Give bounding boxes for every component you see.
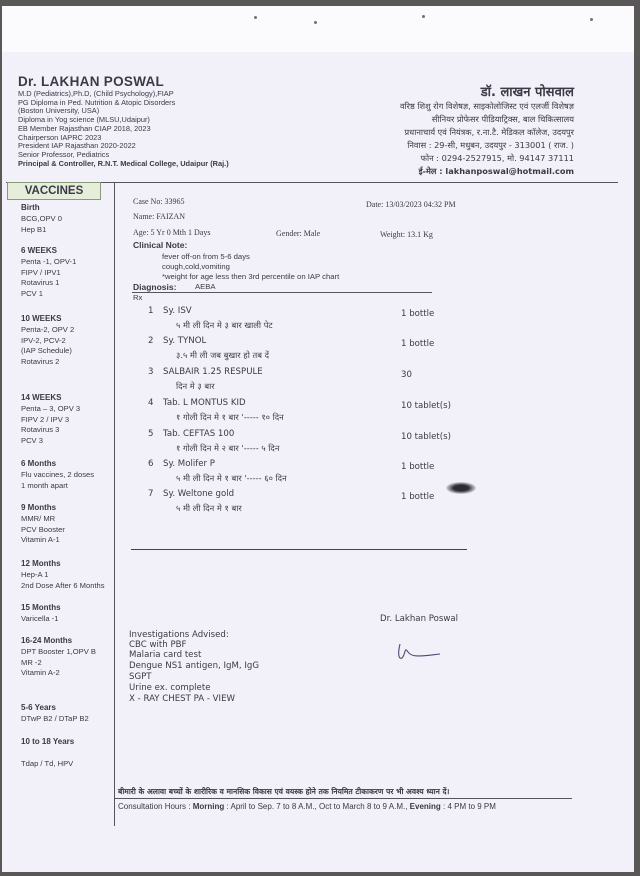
vaccine-heading: 12 Months xyxy=(21,559,61,568)
medicine-dosage: ५ मी ली दिन मे ३ बार खाली पेट xyxy=(176,320,273,330)
signature-name: Dr. Lakhan Poswal xyxy=(380,614,459,624)
vaccine-item: PCV 3 xyxy=(21,436,43,446)
hindi-header-line: वरिष्ठ शिशु रोग विशेषज्ञ, साइकोलोजिस्ट एवं एलर्जी विशेषज्ञ xyxy=(399,101,574,111)
hindi-header-line: सीनियर प्रोफेसर पीडियाट्रिक्स, बाल चिकित्सालय xyxy=(431,114,574,124)
signature-scribble xyxy=(392,634,444,664)
diagnosis-label: Diagnosis: xyxy=(133,282,177,292)
scan-speck xyxy=(422,15,425,18)
medicine-number: 6 xyxy=(148,459,154,469)
medicine-name: Tab. L MONTUS KID xyxy=(163,398,246,408)
medicine-quantity: 1 bottle xyxy=(401,492,435,502)
qualification-line: EB Member Rajasthan CIAP 2018, 2023 xyxy=(18,123,151,133)
vaccine-item: MMR/ MR xyxy=(21,513,56,523)
patient-age: Age: 5 Yr 0 Mth 1 Days xyxy=(133,228,211,237)
vaccine-section-birth xyxy=(21,203,62,235)
investigation-item: Dengue NS1 antigen, IgM, IgG xyxy=(129,661,259,671)
investigation-item: CBC with PBF xyxy=(129,640,187,650)
medicine-quantity: 1 bottle xyxy=(401,462,435,472)
scan-top-margin xyxy=(2,6,634,52)
vaccine-heading: 15 Months xyxy=(21,603,61,612)
vaccine-item: MR -2 xyxy=(21,657,42,667)
consultation-label: Consultation Hours : xyxy=(118,802,193,811)
qualification-line: President IAP Rajasthan 2020-2022 xyxy=(18,141,136,151)
clinical-note-line: fever off-on from 5-6 days xyxy=(162,252,250,261)
medicine-name: Sy. Weltone gold xyxy=(163,489,235,499)
vaccine-heading: 10 WEEKS xyxy=(21,314,62,323)
prescription-sheet xyxy=(2,6,634,872)
doctor-name: Dr. LAKHAN POSWAL xyxy=(18,74,165,89)
vaccine-item: IPV-2, PCV-2 xyxy=(21,335,66,345)
doctor-qualifications xyxy=(18,90,229,168)
vaccine-section-16-24-months xyxy=(21,636,96,679)
vaccine-item: (IAP Schedule) xyxy=(21,346,72,356)
qualification-line: Chairperson IAPRC 2023 xyxy=(18,132,102,142)
clinical-note-line: cough,cold,vomiting xyxy=(162,262,230,271)
patient-gender: Gender: Male xyxy=(276,229,321,238)
medicine-number: 7 xyxy=(148,489,154,499)
vaccine-item: DPT Booster 1,OPV B xyxy=(21,646,96,656)
qualification-line: Diploma in Yog science (MLSU,Udaipur) xyxy=(18,115,150,125)
medicine-name: Tab. CEFTAS 100 xyxy=(163,429,235,439)
vaccine-item: Varicella -1 xyxy=(21,613,59,623)
scan-speck xyxy=(254,16,257,19)
vaccine-section-10-weeks xyxy=(21,314,74,368)
medicine-dosage: ५ मी ली दिन मे १ बार '----- ६० दिन xyxy=(176,473,287,483)
medicine-quantity: 10 tablet(s) xyxy=(401,432,451,442)
vaccine-item: Penta – 3, OPV 3 xyxy=(21,403,81,413)
case-number: Case No: 33965 xyxy=(133,197,185,206)
medicine-number: 1 xyxy=(148,306,154,316)
sidebar-divider xyxy=(114,182,115,826)
medicine-dosage: १ गोली दिन मे २ बार '----- ५ दिन xyxy=(176,443,280,453)
vaccine-item: Rotavirus 1 xyxy=(21,278,60,288)
qualification-line: PG Diploma in Ped. Nutrition & Atopic Disorders xyxy=(18,97,176,107)
clinical-note-label: Clinical Note: xyxy=(133,240,188,250)
qualification-line: M.D (Pediatrics),Ph.D, (Child Psychology),FIAP xyxy=(18,89,174,98)
patient-weight: Weight: 13.1 Kg xyxy=(380,230,433,239)
hindi-header-line: निवास : 29-सी, मधुबन, उदयपुर - 313001 ( राज. ) xyxy=(407,140,574,150)
medicine-dosage: १ गोली दिन मे १ बार '----- १० दिन xyxy=(176,412,284,422)
vaccine-item: Flu vaccines, 2 doses xyxy=(21,469,95,479)
visit-date: Date: 13/03/2023 04:32 PM xyxy=(366,200,456,209)
hindi-header-line: प्रधानाचार्य एवं नियंत्रक, र.ना.टै. मेडिकल कॉलेज, उदयपुर xyxy=(404,127,574,137)
scan-speck xyxy=(590,18,593,21)
vaccine-section-5-6-years xyxy=(21,703,89,725)
prescription-end-rule xyxy=(131,549,467,550)
vaccine-item: BCG,OPV 0 xyxy=(21,213,62,223)
medicine-name: Sy. Molifer P xyxy=(163,459,215,469)
medicine-number: 5 xyxy=(148,429,154,439)
medicine-quantity: 1 bottle xyxy=(401,339,435,349)
vaccine-item: Penta -1, OPV-1 xyxy=(21,256,77,266)
vaccine-section-9-months xyxy=(21,503,65,546)
medicine-number: 4 xyxy=(148,398,154,408)
vaccine-heading: Birth xyxy=(21,203,40,212)
vaccine-heading: 9 Months xyxy=(21,503,57,512)
medicine-dosage: ५ मी ली दिन मे १ बार xyxy=(176,503,242,513)
qualification-line: (Boston University, USA) xyxy=(18,106,100,116)
medicine-dosage: दिन मे ३ बार xyxy=(176,381,215,391)
vaccine-item: Rotavirus 3 xyxy=(21,425,60,435)
medicine-name: Sy. TYNOL xyxy=(163,336,207,346)
investigation-item: SGPT xyxy=(129,672,152,682)
medicine-quantity: 30 xyxy=(401,370,412,380)
footer-hindi-note: बीमारी के अलावा बच्चों के शारीरिक व मानसिक विकास एवं वयस्क होने तक नियमित टीकाकरण पर भी अवश्य ध्यान दें। xyxy=(118,787,450,796)
vaccine-item: FIPV / IPV1 xyxy=(21,267,61,277)
vaccine-item: 2nd Dose After 6 Months xyxy=(21,580,105,590)
consultation-hours xyxy=(118,802,496,811)
vaccines-title: VACCINES xyxy=(7,182,101,200)
patient-name: Name: FAIZAN xyxy=(133,212,186,221)
investigation-item: X - RAY CHEST PA - VIEW xyxy=(129,694,236,704)
vaccine-heading: 6 WEEKS xyxy=(21,246,58,255)
doctor-position: Principal & Controller, R.N.T. Medical College, Udaipur (Raj.) xyxy=(18,158,229,168)
vaccine-heading: 10 to 18 Years xyxy=(21,737,75,746)
vaccine-heading: 16-24 Months xyxy=(21,636,73,645)
vaccine-section-12-months xyxy=(21,559,105,591)
medicine-number: 2 xyxy=(148,336,154,346)
medicine-dosage: ३.५ मी ली जब बुखार हो तब दें xyxy=(176,350,270,360)
clinical-note-line: *weight for age less then 3rd percentile on IAP chart xyxy=(162,272,340,281)
vaccine-section-6-weeks xyxy=(21,246,76,300)
ink-smudge xyxy=(446,482,476,494)
medicine-quantity: 10 tablet(s) xyxy=(401,401,451,411)
vaccine-section-15-months xyxy=(21,603,61,625)
vaccine-heading: 14 WEEKS xyxy=(21,393,62,402)
evening-label: Evening xyxy=(409,802,441,811)
footer-divider xyxy=(114,798,572,799)
vaccine-section-6-months xyxy=(21,459,94,491)
rx-symbol: Rx xyxy=(133,293,143,302)
investigations-label: Investigations Advised: xyxy=(129,630,229,640)
vaccine-heading: 6 Months xyxy=(21,459,57,468)
doctor-name-hindi: डॉ. लाखन पोसवाल xyxy=(480,85,574,100)
vaccine-item: Vitamin A-1 xyxy=(21,535,60,545)
vaccine-item: PCV Booster xyxy=(21,524,65,534)
medicine-number: 3 xyxy=(148,367,154,377)
vaccine-item: Rotavirus 2 xyxy=(21,357,60,367)
investigation-item: Malaria card test xyxy=(129,650,202,660)
vaccine-item: DTwP B2 / DTaP B2 xyxy=(21,713,89,723)
vaccine-item: Penta-2, OPV 2 xyxy=(21,324,75,334)
vaccine-item: FIPV 2 / IPV 3 xyxy=(21,414,70,424)
hindi-email-line: ई-मेल : lakhanposwal@hotmail.com xyxy=(418,166,574,176)
vaccine-item: 1 month apart xyxy=(21,480,68,490)
hindi-header-line: फोन : 0294-2527915, मो. 94147 37111 xyxy=(420,153,574,163)
evening-hours: : 4 PM to 9 PM xyxy=(440,802,496,811)
diagnosis-underline xyxy=(132,292,432,293)
morning-hours: : April to Sep. 7 to 8 A.M., Oct to March 8 to 9 A.M., xyxy=(224,802,410,811)
vaccine-section-14-weeks xyxy=(21,393,80,447)
qualification-line: Senior Professor, Pediatrics xyxy=(18,149,110,159)
scan-speck xyxy=(314,21,317,24)
investigation-item: Urine ex. complete xyxy=(129,683,211,693)
medicine-quantity: 1 bottle xyxy=(401,309,435,319)
vaccine-item: PCV 1 xyxy=(21,289,43,299)
diagnosis-value: AEBA xyxy=(195,282,216,291)
medicine-name: SALBAIR 1.25 RESPULE xyxy=(163,367,263,377)
vaccine-item: Tdap / Td, HPV xyxy=(21,759,74,768)
morning-label: Morning xyxy=(192,802,225,811)
vaccine-section-10-18-years xyxy=(21,737,74,748)
vaccine-item: Vitamin A-2 xyxy=(21,668,60,678)
vaccine-section-tdap xyxy=(21,759,73,770)
medicine-name: Sy. ISV xyxy=(163,306,192,316)
vaccine-item: Hep B1 xyxy=(21,224,47,234)
vaccine-item: Hep-A 1 xyxy=(21,569,49,579)
vaccine-heading: 5-6 Years xyxy=(21,703,56,712)
